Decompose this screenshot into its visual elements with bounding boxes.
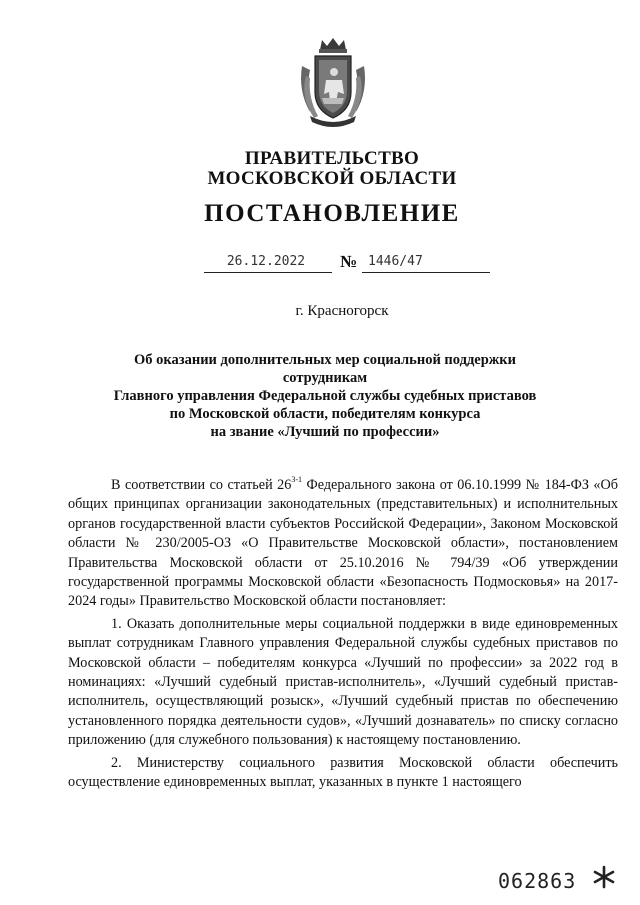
subject-line: по Московской области, победителям конкурса	[169, 406, 481, 422]
number-sign: №	[340, 252, 358, 271]
document-type-title: ПОСТАНОВЛЕНИЕ	[204, 200, 460, 227]
preamble-paragraph	[68, 476, 618, 612]
subject-line: Главного управления Федеральной службы судебных приставов	[113, 388, 537, 404]
subject-line: на звание «Лучший по профессии»	[210, 424, 440, 440]
government-title-line1: ПРАВИТЕЛЬСТВО	[244, 148, 420, 169]
date-underline	[204, 272, 332, 273]
star-mark-icon	[591, 864, 617, 890]
serial-number: 062863	[498, 869, 577, 893]
coat-of-arms-emblem	[296, 36, 370, 128]
preamble-text-rest: Федерального закона от 06.10.1999 № 184-ФЗ «Об общих принципах организации законодательных (представительных) и исполнительных органов государственной власти субъектов Российской Федерации», Законом Московской области № 230/2005-ОЗ «О Правительстве Московской области», постановлением Правительства Московской области от 25.10.2016 № 794/39 «Об утверждении государственной программы Московской области «Безопасность Подмосковья» на 2017-2024 годы» Правительство Московской области постановляет:	[68, 477, 618, 610]
date-number-line	[200, 252, 500, 276]
preamble-text-start: В соответствии со статьей 26	[111, 477, 292, 493]
number-underline	[362, 272, 490, 273]
clause-1-paragraph: 1. Оказать дополнительные меры социальной поддержки в виде единовременных выплат сотрудникам Главного управления Федеральной службы судебных приставов по Московской области – победителям конкурса «Лучший по профессии» за 2022 год в номинациях: «Лучший судебный пристав-исполнитель», «Лучший судебный пристав-исполнитель, осуществляющий розыск», «Лучший судебный пристав по обеспечению установленного порядка деятельности судов», «Лучший дознаватель» по списку согласно приложению (для служебного пользования) к настоящему постановлению.	[68, 615, 618, 749]
document-body	[68, 476, 618, 793]
government-title-line2: МОСКОВСКОЙ ОБЛАСТИ	[207, 168, 457, 189]
article-superscript: 3-1	[291, 475, 303, 485]
document-date: 26.12.2022	[226, 254, 306, 269]
clause-2-paragraph: 2. Министерству социального развития Московской области обеспечить осуществление единовременных выплат, указанных в пункте 1 настоящего	[68, 754, 618, 791]
subject-line: Об оказании дополнительных мер социальной поддержки сотрудникам	[133, 352, 517, 386]
document-number: 1446/47	[368, 254, 423, 269]
document-subject	[100, 351, 550, 441]
city-of-issue: г. Красногорск	[295, 303, 389, 319]
